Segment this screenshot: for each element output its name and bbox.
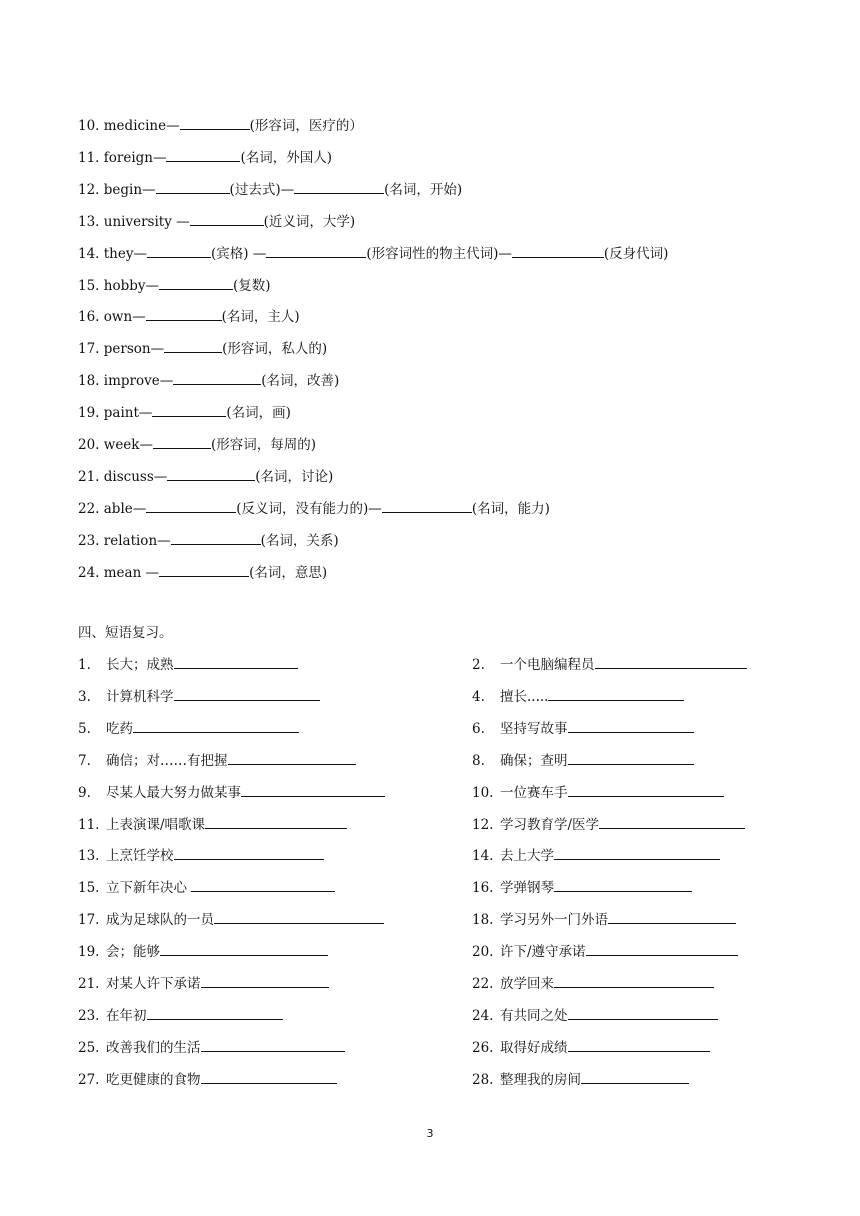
answer-blank[interactable]: [568, 783, 724, 797]
phrase-text: 确信；对……有把握: [106, 752, 228, 769]
answer-blank[interactable]: [174, 655, 298, 669]
phrase-item: [472, 878, 692, 897]
phrase-number: 2.: [472, 657, 485, 673]
phrase-item: [472, 910, 736, 929]
answer-blank[interactable]: [159, 276, 233, 290]
phrase-number: 24.: [472, 1007, 494, 1024]
answer-blank[interactable]: [554, 974, 714, 988]
answer-blank[interactable]: [595, 655, 747, 669]
phrase-text: 许下/遵守承诺: [500, 944, 586, 961]
phrase-number: 26.: [472, 1039, 494, 1056]
phrase-number: 4.: [472, 688, 485, 705]
word-form-text: (名词，讨论): [255, 468, 334, 485]
phrase-item: [472, 1038, 710, 1057]
phrase-item: [78, 719, 299, 738]
phrase-text: 整理我的房间: [500, 1071, 581, 1088]
word-form-item: [78, 307, 300, 326]
phrase-text: 对某人许下承诺: [106, 976, 201, 992]
word-form-item: [78, 435, 316, 454]
phrase-item: [472, 942, 738, 961]
phrase-item: [472, 655, 747, 674]
phrase-number: 18.: [472, 912, 494, 929]
answer-blank[interactable]: [152, 403, 226, 417]
answer-blank[interactable]: [512, 244, 604, 258]
phrase-number: 1.: [78, 657, 91, 673]
word-form-text: (反义词，没有能力的)—: [236, 500, 382, 517]
phrase-number: 12.: [472, 816, 494, 833]
phrase-text: 尽某人最大努力做某事: [106, 784, 241, 801]
word-form-text: (名词，画): [226, 405, 291, 422]
word-form-item: [78, 276, 271, 295]
section-heading: 四、短语复习。: [78, 625, 173, 641]
answer-blank[interactable]: [174, 687, 320, 701]
phrase-item: [78, 942, 328, 961]
word-form-item: [78, 212, 355, 231]
phrase-item: [472, 846, 720, 865]
answer-blank[interactable]: [214, 910, 384, 924]
answer-blank[interactable]: [568, 719, 694, 733]
answer-blank[interactable]: [201, 1070, 337, 1084]
phrase-number: 5.: [78, 720, 91, 737]
phrase-number: 14.: [472, 848, 494, 865]
answer-blank[interactable]: [201, 1038, 345, 1052]
phrase-text: 吃更健康的食物: [106, 1071, 201, 1088]
phrase-text: 立下新年决心: [106, 880, 192, 897]
word-form-item: [78, 116, 363, 135]
answer-blank[interactable]: [568, 1006, 718, 1020]
answer-blank[interactable]: [382, 499, 472, 513]
phrase-item: [78, 910, 384, 929]
word-form-text: 18. improve—: [78, 373, 174, 390]
answer-blank[interactable]: [166, 148, 240, 162]
word-form-text: (复数): [233, 277, 271, 294]
phrase-item: [472, 815, 745, 834]
phrase-item: [78, 751, 356, 770]
word-form-text: (名词，外国人): [240, 149, 333, 166]
phrase-item: [472, 1006, 718, 1025]
word-form-text: (近义词，大学): [263, 213, 356, 230]
phrase-number: 7.: [78, 752, 91, 769]
word-form-text: (形容词，私人的): [222, 341, 328, 358]
word-form-text: (反身代词): [603, 245, 669, 262]
phrase-item: [78, 878, 335, 897]
answer-blank[interactable]: [201, 974, 329, 988]
phrase-item: [472, 751, 694, 770]
phrase-number: 8.: [472, 752, 485, 769]
answer-blank[interactable]: [160, 942, 328, 956]
phrase-item: [78, 974, 329, 993]
word-form-text: (名词，能力): [471, 500, 550, 517]
phrase-number: 19.: [78, 944, 100, 961]
answer-blank[interactable]: [599, 815, 745, 829]
word-form-item: [78, 403, 291, 422]
word-form-text: 16. own—: [78, 309, 146, 326]
word-form-item: [78, 371, 339, 390]
word-form-text: 22. able—: [78, 500, 147, 517]
phrase-item: [472, 783, 724, 802]
phrase-item: [78, 1070, 337, 1089]
word-form-text: 15. hobby—: [78, 277, 159, 294]
answer-blank[interactable]: [568, 1038, 710, 1052]
phrase-text: 计算机科学: [106, 688, 174, 705]
answer-blank[interactable]: [554, 846, 720, 860]
phrase-item: [78, 1006, 283, 1025]
answer-blank[interactable]: [191, 878, 335, 892]
answer-blank[interactable]: [171, 531, 261, 545]
phrase-text: 有共同之处: [500, 1007, 568, 1024]
word-form-text: (名词，改善): [261, 373, 340, 390]
word-form-text: (宾格) —: [211, 245, 267, 262]
word-form-text: 10. medicine—: [78, 118, 180, 134]
answer-blank[interactable]: [156, 180, 230, 194]
phrase-item: [472, 974, 714, 993]
answer-blank[interactable]: [608, 910, 736, 924]
answer-blank[interactable]: [568, 751, 694, 765]
phrase-text: 学弹钢琴: [500, 880, 554, 897]
phrase-text: 学习教育学/医学: [500, 816, 600, 833]
phrase-text: 吃药: [106, 720, 133, 737]
word-form-text: (形容词，每周的): [210, 437, 317, 453]
answer-blank[interactable]: [174, 846, 324, 860]
word-form-item: [78, 180, 462, 199]
answer-blank[interactable]: [146, 499, 236, 513]
word-form-text: 23. relation—: [78, 532, 171, 549]
answer-blank[interactable]: [147, 244, 211, 258]
phrase-text: 长大；成熟: [106, 657, 174, 673]
word-form-item: [78, 563, 327, 582]
phrase-text: 去上大学: [500, 848, 554, 865]
word-form-text: (名词，关系): [260, 532, 339, 549]
phrase-number: 27.: [78, 1071, 100, 1088]
word-form-item: [78, 467, 333, 486]
phrase-item: [78, 846, 324, 865]
phrase-item: [472, 1070, 689, 1089]
word-form-item: [78, 339, 327, 358]
word-form-text: 13. university —: [78, 213, 190, 230]
answer-blank[interactable]: [167, 467, 255, 481]
phrase-item: [78, 655, 298, 674]
answer-blank[interactable]: [147, 1006, 283, 1020]
phrase-text: 学习另外一门外语: [500, 912, 608, 929]
word-form-text: (名词，意思): [249, 564, 328, 581]
phrase-item: [78, 1038, 345, 1057]
phrase-text: 成为足球队的一员: [106, 912, 214, 929]
word-form-text: (名词，主人): [221, 309, 300, 326]
word-form-text: 21. discuss—: [78, 468, 168, 485]
phrase-text: 坚持写故事: [500, 720, 568, 737]
answer-blank[interactable]: [548, 687, 684, 701]
answer-blank[interactable]: [159, 563, 249, 577]
phrase-text: 上表演课/唱歌课: [106, 816, 206, 833]
answer-blank[interactable]: [133, 719, 299, 733]
phrase-number: 3.: [78, 688, 91, 705]
word-form-text: (过去式)—: [229, 181, 295, 198]
phrase-item: [78, 783, 385, 802]
word-form-item: [78, 148, 332, 167]
word-form-text: 11. foreign—: [78, 149, 167, 166]
word-form-item: [78, 531, 339, 550]
word-form-text: 17. person—: [78, 341, 165, 358]
phrase-number: 28.: [472, 1071, 494, 1088]
phrase-text: 上烹饪学校: [106, 848, 174, 865]
phrase-item: [78, 687, 320, 706]
answer-blank[interactable]: [581, 1070, 689, 1084]
phrase-text: 取得好成绩: [500, 1039, 568, 1056]
word-form-item: [78, 499, 550, 518]
word-form-text: 20. week—: [78, 437, 153, 453]
answer-blank[interactable]: [164, 339, 222, 353]
word-form-text: 24. mean —: [78, 564, 160, 581]
page-number: 3: [426, 1127, 434, 1140]
answer-blank[interactable]: [153, 435, 211, 449]
phrase-text: 在年初: [106, 1007, 147, 1024]
phrase-item: [472, 719, 694, 738]
answer-blank[interactable]: [294, 180, 384, 194]
phrase-text: 会；能够: [106, 944, 160, 961]
word-form-text: 19. paint—: [78, 405, 153, 422]
answer-blank[interactable]: [205, 815, 347, 829]
answer-blank[interactable]: [266, 244, 366, 258]
phrase-number: 22.: [472, 976, 494, 992]
phrase-number: 20.: [472, 944, 494, 961]
phrase-number: 11.: [78, 816, 100, 833]
phrase-item: [472, 687, 684, 706]
phrase-number: 17.: [78, 912, 100, 929]
phrase-number: 13.: [78, 848, 100, 865]
phrase-text: 确保；查明: [500, 752, 568, 769]
phrase-text: 改善我们的生活: [106, 1039, 201, 1056]
phrase-number: 9.: [78, 784, 91, 801]
phrase-item: [78, 815, 347, 834]
word-form-item: [78, 244, 668, 263]
phrase-text: 一位赛车手: [500, 784, 568, 801]
phrase-number: 10.: [472, 784, 494, 801]
phrase-number: 25.: [78, 1039, 100, 1056]
answer-blank[interactable]: [228, 751, 356, 765]
answer-blank[interactable]: [586, 942, 738, 956]
word-form-text: (形容词，医疗的）: [249, 118, 363, 134]
answer-blank[interactable]: [190, 212, 264, 226]
phrase-number: 6.: [472, 720, 485, 737]
word-form-text: 12. begin—: [78, 181, 156, 198]
answer-blank[interactable]: [554, 878, 692, 892]
phrase-number: 21.: [78, 976, 100, 992]
answer-blank[interactable]: [173, 371, 261, 385]
word-form-text: 14. they—: [78, 245, 147, 262]
phrase-text: 一个电脑编程员: [500, 657, 595, 673]
answer-blank[interactable]: [241, 783, 385, 797]
word-form-text: (形容词性的物主代词)—: [366, 245, 512, 262]
phrase-text: 放学回来: [500, 976, 554, 992]
answer-blank[interactable]: [180, 116, 250, 130]
phrase-number: 23.: [78, 1007, 100, 1024]
phrase-number: 16.: [472, 880, 494, 897]
answer-blank[interactable]: [146, 307, 222, 321]
word-form-text: (名词，开始): [384, 181, 463, 198]
phrase-number: 15.: [78, 880, 100, 897]
phrase-text: 擅长.....: [500, 688, 549, 705]
